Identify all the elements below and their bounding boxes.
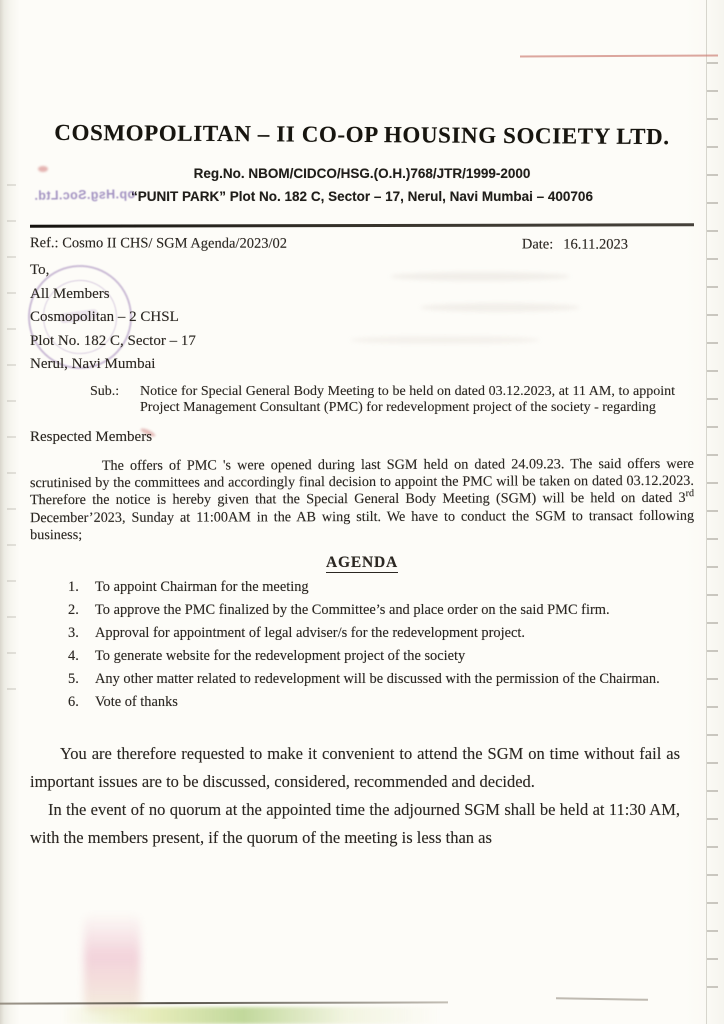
agenda-item	[68, 599, 694, 622]
agenda-item-number: 1.	[68, 578, 79, 595]
registration-number-line: Reg.No. NBOM/CIDCO/HSG.(O.H.)768/JTR/1999-2000	[193, 166, 531, 181]
closing-block	[30, 740, 694, 852]
header-divider-rule	[30, 223, 694, 227]
agenda-item-text: Any other matter related to redevelopment will be discussed with the permission of the Chairman.	[95, 670, 660, 687]
date-value: 16.11.2023	[563, 236, 629, 253]
agenda-item-text: Vote of thanks	[95, 693, 178, 710]
agenda-item	[68, 576, 694, 599]
agenda-item-text: Approval for appointment of legal adviser/s for the redevelopment project.	[95, 624, 525, 641]
closing-paragraph-1: You are therefore requested to make it convenient to attend the SGM on time without fail as important issues are to be discussed, considered, recommended and decided.	[30, 743, 680, 791]
body-paragraph-part2: December’2023, Sunday at 11:00AM in the AB wing stilt. We have to conduct the SGM to transact following business;	[30, 506, 695, 543]
agenda-item-text: To appoint Chairman for the meeting	[95, 578, 309, 595]
agenda-list	[30, 576, 694, 714]
society-name-title: COSMOPOLITAN – II CO-OP HOUSING SOCIETY LTD.	[54, 119, 670, 150]
recipient-block	[30, 259, 694, 377]
agenda-item-number: 2.	[68, 601, 79, 618]
closing-paragraph-2: In the event of no quorum at the appointed time the adjourned SGM shall be held at 11:30 AM, with the members present, if the quorum of the meeting is less than as	[30, 799, 680, 847]
agenda-item	[68, 691, 694, 714]
society-address-line: “PUNIT PARK” Plot No. 182 C, Sector – 17, Nerul, Navi Mumbai – 400706	[131, 189, 593, 204]
recipient-line: To,	[30, 262, 50, 278]
subject-label: Sub.:	[90, 383, 120, 399]
recipient-line: Cosmopolitan – 2 CHSL	[30, 309, 179, 325]
ordinal-superscript: rd	[685, 488, 695, 500]
recipient-line: Nerul, Navi Mumbai	[30, 356, 156, 372]
agenda-item-text: To generate website for the redevelopment project of the society	[95, 647, 466, 664]
agenda-heading	[30, 553, 694, 572]
recipient-line: All Members	[30, 285, 110, 302]
address-row	[30, 188, 694, 205]
agenda-item-number: 3.	[68, 624, 79, 641]
date-cell	[522, 235, 628, 253]
agenda-heading-text: AGENDA	[326, 553, 398, 571]
subject-row	[90, 384, 694, 417]
reference-number: Ref.: Cosmo II CHS/ SGM Agenda/2023/02	[29, 235, 288, 252]
date-label: Date:	[521, 236, 554, 253]
body-paragraph-part1: The offers of PMC 's were opened during last SGM held on dated 24.09.23. The said offers were scrutinised by the committees and accordingly final decision to appoint the PMC will be taken on dated 03.12.2023. Therefore the notice is hereby given that the Special General Body Meeting (SGM) will be held on dated 3	[29, 455, 694, 509]
agenda-item-text: To approve the PMC finalized by the Committee’s and place order on the said PMC firm.	[95, 601, 610, 618]
reference-row	[30, 234, 694, 254]
body-paragraph	[30, 455, 694, 543]
subject-text: Notice for Special General Body Meeting to be held on dated 03.12.2023, at 11 AM, to appoint Project Management Consultant (PMC) for redevelopment project of the society - regarding	[140, 383, 675, 415]
agenda-item-number: 4.	[68, 647, 79, 664]
agenda-item	[68, 668, 694, 691]
agenda-item-number: 6.	[68, 693, 79, 710]
agenda-item-number: 5.	[68, 670, 79, 687]
agenda-item	[68, 622, 694, 645]
recipient-line: Plot No. 182 C, Sector – 17	[30, 332, 196, 349]
salutation: Respected Members	[30, 428, 153, 445]
ink-bleed-stamp-text: op.Hsg.Soc.Ltd.	[33, 187, 136, 203]
agenda-item	[68, 645, 694, 668]
